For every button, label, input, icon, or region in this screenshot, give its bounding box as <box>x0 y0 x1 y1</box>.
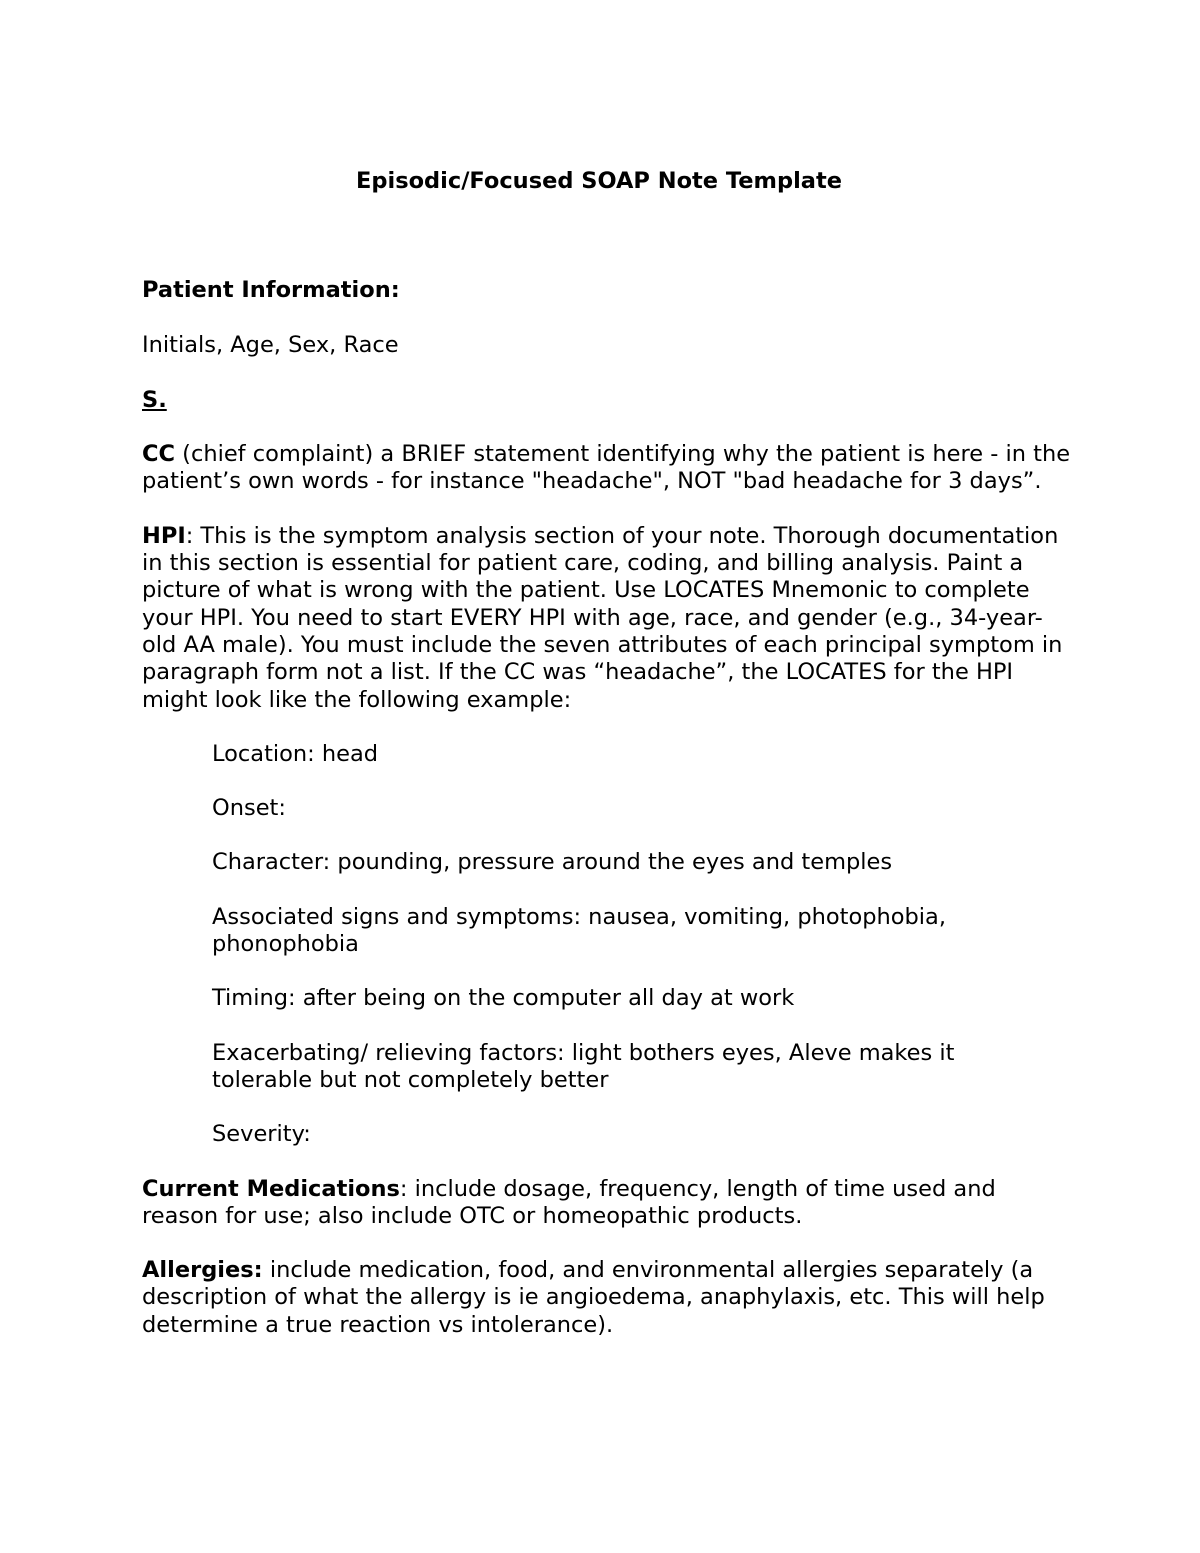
allergies-text: include medication, food, and environmental allergies separately (a description of what the allergy is ie angioedema, anaphylaxis, etc. This will help determine a true reaction vs intolerance). <box>142 1257 1045 1338</box>
medications-text: : include dosage, frequency, length of time used and reason for use; also include OTC or homeopathic products. <box>142 1175 996 1229</box>
locates-onset: Onset: <box>212 795 286 822</box>
subjective-heading-text: S. <box>142 386 167 413</box>
medications-label: Current Medications <box>142 1175 400 1202</box>
medications-paragraph <box>142 1176 1072 1231</box>
patient-info-heading-text: Patient Information: <box>142 277 400 304</box>
locates-location: Location: head <box>212 740 379 767</box>
document-body <box>142 168 1072 1339</box>
locates-severity: Severity: <box>212 1121 311 1148</box>
patient-info-fields: Initials, Age, Sex, Race <box>142 331 399 358</box>
locates-exacerbating-factors: Exacerbating/ relieving factors: light bothers eyes, Aleve makes it tolerable but not completely better <box>212 1039 955 1093</box>
cc-text: (chief complaint) a BRIEF statement identifying why the patient is here - in the patient’s own words - for instance "headache", NOT "bad headache for 3 days”. <box>142 441 1071 495</box>
document-title: Episodic/Focused SOAP Note Template <box>356 168 842 194</box>
hpi-paragraph <box>142 523 1072 714</box>
allergies-paragraph <box>142 1257 1072 1339</box>
cc-label: CC <box>142 441 176 468</box>
subjective-heading <box>142 387 1072 414</box>
hpi-label: HPI <box>142 522 186 549</box>
locates-associated-signs: Associated signs and symptoms: nausea, vomiting, photophobia, phonophobia <box>212 903 946 958</box>
cc-paragraph <box>142 441 1072 496</box>
patient-info-heading <box>142 277 1072 304</box>
locates-character: Character: pounding, pressure around the eyes and temples <box>212 849 893 876</box>
locates-timing: Timing: after being on the computer all day at work <box>212 985 795 1012</box>
allergies-label: Allergies: <box>142 1257 263 1284</box>
hpi-text: : This is the symptom analysis section of your note. Thorough documentation in this section is essential for patient care, coding, and billing analysis. Paint a picture of what is wrong with the patient. Use LOCATES Mnemonic to complete your HPI. You need to start EVERY HPI with age, race, and gender (e.g., 34-year-old AA male). You must include the seven attributes of each principal symptom in paragraph form not a list. If the CC was “headache”, the LOCATES for the HPI might look like the following example: <box>142 522 1063 713</box>
